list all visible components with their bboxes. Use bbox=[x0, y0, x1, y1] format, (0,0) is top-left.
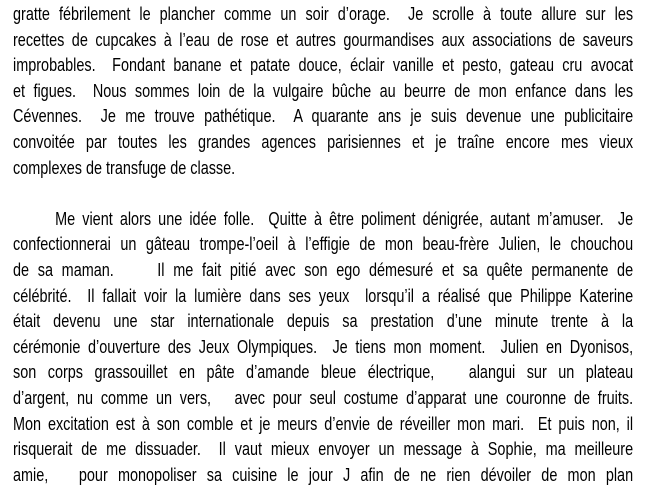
text-line: Cévennes. Je me trouve pathétique. A quarante ans je suis devenue une publicitaire bbox=[13, 105, 634, 127]
text-line: confectionnerai un gâteau trompe-l’oeil à l’effigie de mon beau-frère Julien, le chouchou bbox=[13, 233, 634, 255]
text-line: Me vient alors une idée folle. Quitte à être poliment dénigrée, autant m’amuser. Je bbox=[55, 207, 634, 229]
text-line: et figues. Nous sommes loin de la vulgaire bûche au beurre de mon enfance dans les bbox=[13, 79, 634, 101]
text-line: célébrité. Il fallait voir la lumière dans ses yeux lorsqu’il a réalisé que Philippe Katerine bbox=[13, 284, 634, 306]
text-line: cérémonie d’ouverture des Jeux Olympiques. Je tiens mon moment. Julien en Dyonisos, bbox=[13, 335, 634, 357]
text-line: d’argent, nu comme un vers, avec pour seul costume d’apparat une couronne de fruits. bbox=[13, 386, 634, 408]
text-line: son corps grassouillet en pâte d’amande bleue électrique, alangui sur un plateau bbox=[13, 361, 634, 383]
text-line: improbables. Fondant banane et patate douce, éclair vanille et pesto, gateau cru avocat bbox=[13, 54, 634, 76]
paragraph bbox=[13, 206, 633, 488]
text-line: recettes de cupcakes à l’eau de rose et autres gourmandises aux associations de saveurs bbox=[13, 28, 634, 50]
text-line: était devenu une star internationale depuis sa prestation d’une minute trente à la bbox=[13, 310, 634, 332]
text-line: gratte fébrilement le plancher comme un soir d’orage. Je scrolle à toute allure sur les bbox=[13, 3, 634, 24]
document-page-inner bbox=[13, 1, 633, 487]
text-line: de sa maman. Il me fait pitié avec son ego démesuré et sa quête permanente de bbox=[13, 258, 634, 280]
paragraph bbox=[13, 1, 633, 180]
text-line: complexes de transfuge de classe. bbox=[13, 156, 236, 178]
text-line: Mon excitation est à son comble et je meurs d’envie de réveiller mon mari. Et puis non, il bbox=[13, 412, 634, 434]
text-line: risquerait de me dissuader. Il vaut mieux envoyer un message à Sophie, ma meilleure bbox=[13, 438, 634, 460]
text-line: convoitée par toutes les grandes agences parisiennes et je traîne encore mes vieux bbox=[13, 130, 634, 152]
text-line: amie, pour monopoliser sa cuisine le jour J afin de ne rien dévoiler de mon plan bbox=[13, 463, 634, 485]
